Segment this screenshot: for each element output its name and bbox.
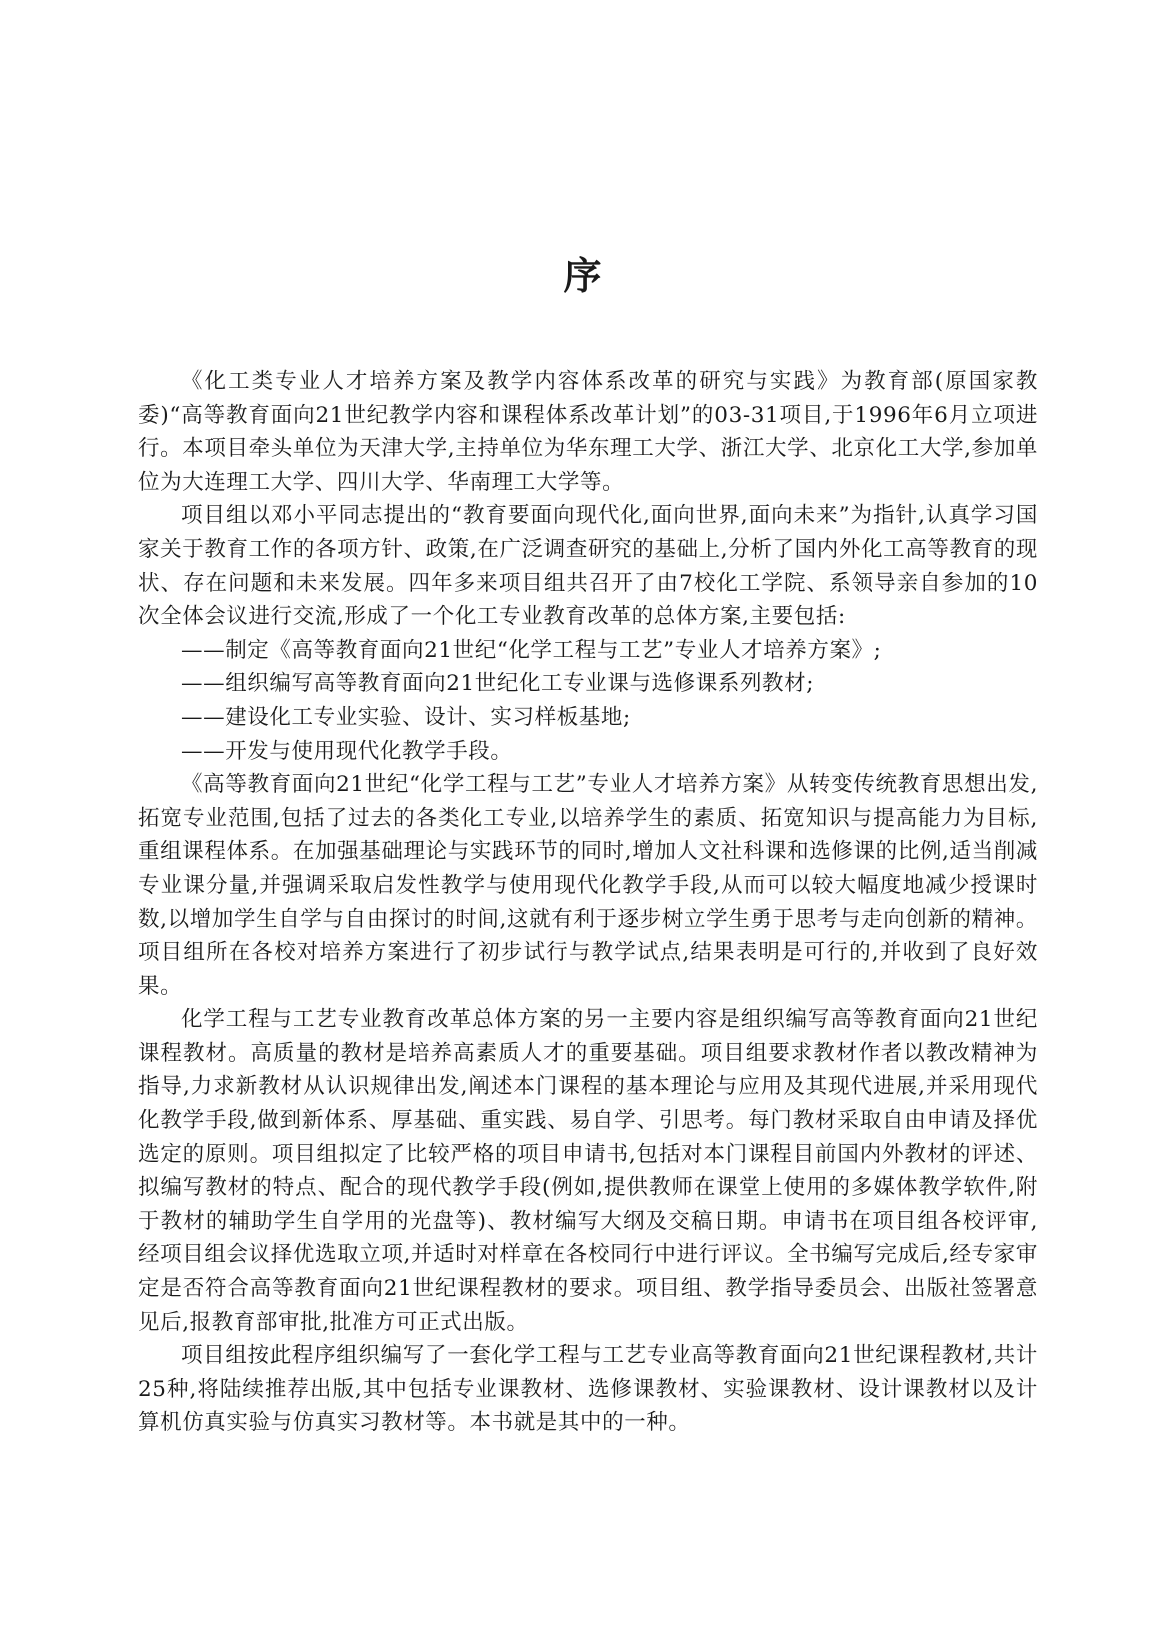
list-item: ——开发与使用现代化教学手段。 <box>181 738 513 764</box>
paragraph: 《高等教育面向21世纪“化学工程与工艺”专业人才培养方案》从转变传统教育思想出发,拓宽专业范围,包括了过去的各类化工专业,以培养学生的素质、拓宽知识与提高能力为目标,重组课程体系。在加强基础理论与实践环节的同时,增加人文社科课和选修课的比例,适当削减专业课分量,并强调采取启发性教学与使用现代化教学手段,从而可以较大幅度地减少授课时数,以增加学生自学与自由探讨的时间,这就有利于逐步树立学生勇于思考与走向创新的精神。项目组所在各校对培养方案进行了初步试行与教学试点,结果表明是可行的,并收到了良好效果。 <box>138 772 1038 999</box>
body-text <box>138 365 1038 1440</box>
page-title: 序 <box>563 253 602 298</box>
paragraph: 项目组以邓小平同志提出的“教育要面向现代化,面向世界,面向未来”为指针,认真学习国家关于教育工作的各项方针、政策,在广泛调查研究的基础上,分析了国内外化工高等教育的现状、存在问题和未来发展。四年多来项目组共召开了由7校化工学院、系领导亲自参加的10次全体会议进行交流,形成了一个化工专业教育改革的总体方案,主要包括: <box>138 503 1038 630</box>
paragraph: 化学工程与工艺专业教育改革总体方案的另一主要内容是组织编写高等教育面向21世纪课程教材。高质量的教材是培养高素质人才的重要基础。项目组要求教材作者以教改精神为指导,力求新教材从认识规律出发,阐述本门课程的基本理论与应用及其现代进展,并采用现代化教学手段,做到新体系、厚基础、重实践、易自学、引思考。每门教材采取自由申请及择优选定的原则。项目组拟定了比较严格的项目申请书,包括对本门课程目前国内外教材的评述、拟编写教材的特点、配合的现代教学手段(例如,提供教师在课堂上使用的多媒体教学软件,附于教材的辅助学生自学用的光盘等)、教材编写大纲及交稿日期。申请书在项目组各校评审,经项目组会议择优选取立项,并适时对样章在各校同行中进行评议。全书编写完成后,经专家审定是否符合高等教育面向21世纪课程教材的要求。项目组、教学指导委员会、出版社签署意见后,报教育部审批,批准方可正式出版。 <box>138 1007 1038 1335</box>
list-item: ——建设化工专业实验、设计、实习样板基地; <box>181 704 631 730</box>
paragraph: 《化工类专业人才培养方案及教学内容体系改革的研究与实践》为教育部(原国家教委)“高等教育面向21世纪教学内容和课程体系改革计划”的03-31项目,于1996年6月立项进行。本项目牵头单位为天津大学,主持单位为华东理工大学、浙江大学、北京化工大学,参加单位为大连理工大学、四川大学、华南理工大学等。 <box>138 369 1038 495</box>
list-item: ——组织编写高等教育面向21世纪化工专业课与选修课系列教材; <box>181 671 815 697</box>
paragraph: 项目组按此程序组织编写了一套化学工程与工艺专业高等教育面向21世纪课程教材,共计25种,将陆续推荐出版,其中包括专业课教材、选修课教材、实验课教材、设计课教材以及计算机仿真实验与仿真实习教材等。本书就是其中的一种。 <box>138 1343 1038 1436</box>
list-item: ——制定《高等教育面向21世纪“化学工程与工艺”专业人才培养方案》; <box>181 637 882 663</box>
